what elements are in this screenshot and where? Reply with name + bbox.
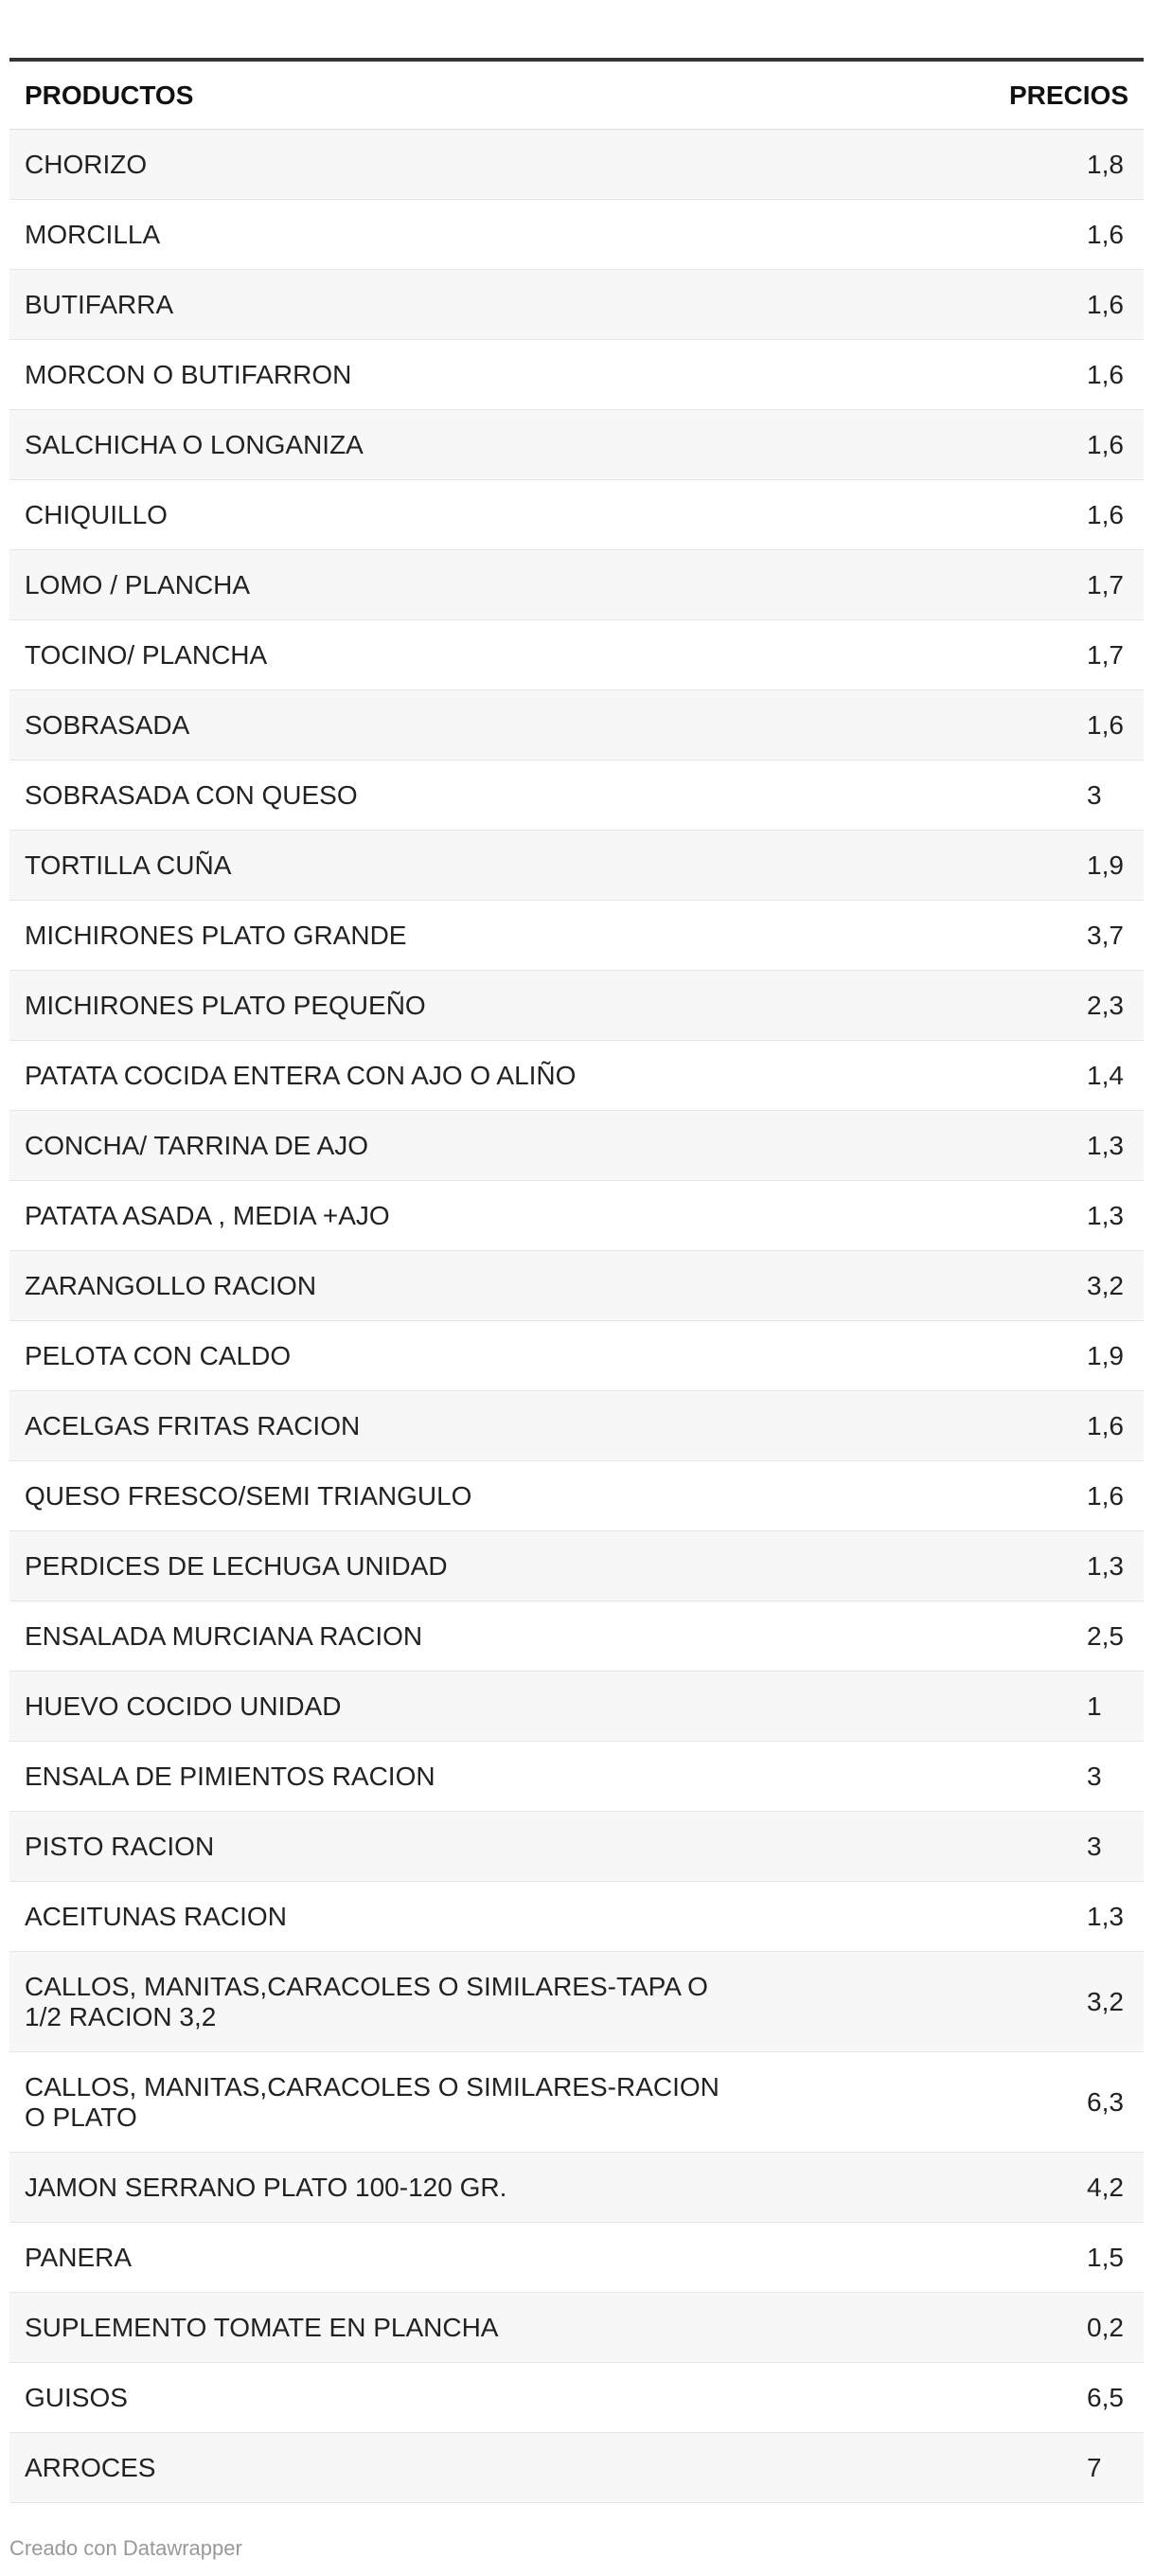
- table-row: [9, 2052, 1144, 2153]
- product-price: 1,9: [1087, 850, 1124, 880]
- table-row: [9, 480, 1144, 550]
- product-name: ZARANGOLLO RACION: [25, 1270, 317, 1300]
- product-price: 1,6: [1087, 499, 1124, 529]
- table-row: [9, 410, 1144, 480]
- table-row: [9, 1251, 1144, 1321]
- product-price: 1,9: [1087, 1340, 1124, 1370]
- table-row: [9, 1111, 1144, 1181]
- table-row: [9, 1181, 1144, 1251]
- product-name: PATATA ASADA , MEDIA +AJO: [25, 1200, 390, 1230]
- header-products[interactable]: PRODUCTOS: [25, 80, 194, 110]
- product-price: 1,8: [1087, 149, 1124, 179]
- product-price: 1,6: [1087, 429, 1124, 459]
- table-row: [9, 1812, 1144, 1882]
- footer-credit: Creado con Datawrapper: [9, 2536, 242, 2560]
- product-name: ENSALA DE PIMIENTOS RACION: [25, 1761, 435, 1791]
- table-row: [9, 2223, 1144, 2293]
- product-price: 3,2: [1087, 1986, 1124, 2016]
- product-name: MICHIRONES PLATO GRANDE: [25, 920, 407, 950]
- table-row: [9, 1041, 1144, 1111]
- product-name: CALLOS, MANITAS,CARACOLES O SIMILARES-TAPA O 1/2 RACION 3,2: [25, 1971, 708, 2031]
- product-price: 1,6: [1087, 219, 1124, 249]
- product-name: CHORIZO: [25, 149, 148, 179]
- product-name: ENSALADA MURCIANA RACION: [25, 1620, 423, 1651]
- product-price: 0,2: [1087, 2312, 1124, 2342]
- table-row: [9, 2363, 1144, 2433]
- product-name: ARROCES: [25, 2452, 156, 2482]
- product-price: 1,3: [1087, 1200, 1124, 1230]
- product-price: 1,3: [1087, 1550, 1124, 1581]
- header-prices[interactable]: PRECIOS: [1008, 80, 1128, 110]
- product-name: ACEITUNAS RACION: [25, 1901, 287, 1931]
- product-name: LOMO / PLANCHA: [25, 569, 251, 599]
- product-price: 6,5: [1087, 2382, 1124, 2412]
- product-name: JAMON SERRANO PLATO 100-120 GR.: [25, 2172, 507, 2202]
- table-row: [9, 2293, 1144, 2363]
- table-row: [9, 1672, 1144, 1742]
- product-name: TORTILLA CUÑA: [25, 850, 232, 880]
- product-name: SOBRASADA: [25, 709, 190, 740]
- product-name: HUEVO COCIDO UNIDAD: [25, 1690, 342, 1721]
- product-price: 2,5: [1087, 1620, 1124, 1651]
- table-row: [9, 270, 1144, 340]
- table-row: [9, 971, 1144, 1041]
- table-row: [9, 1461, 1144, 1531]
- product-price: 1,6: [1087, 1480, 1124, 1511]
- product-name: BUTIFARRA: [25, 289, 174, 319]
- product-name: PANERA: [25, 2242, 133, 2272]
- table-row: [9, 130, 1144, 200]
- product-price: 7: [1087, 2452, 1102, 2482]
- product-name: MICHIRONES PLATO PEQUEÑO: [25, 990, 426, 1020]
- product-price: 4,2: [1087, 2172, 1124, 2202]
- product-price: 2,3: [1087, 990, 1124, 1020]
- product-price: 1,7: [1087, 569, 1124, 599]
- table-row: [9, 2433, 1144, 2503]
- table-row: [9, 2153, 1144, 2223]
- product-price: 3: [1087, 1761, 1102, 1791]
- table-row: [9, 1391, 1144, 1461]
- product-price: 3,7: [1087, 920, 1124, 950]
- product-price: 3: [1087, 779, 1102, 810]
- table-row: [9, 760, 1144, 831]
- table-row: [9, 901, 1144, 971]
- table-row: [9, 1321, 1144, 1391]
- product-name: PELOTA CON CALDO: [25, 1340, 292, 1370]
- product-name: SOBRASADA CON QUESO: [25, 779, 358, 810]
- product-name: ACELGAS FRITAS RACION: [25, 1410, 361, 1440]
- table-row: [9, 550, 1144, 620]
- product-name: SALCHICHA O LONGANIZA: [25, 429, 364, 459]
- table-row: [9, 831, 1144, 901]
- product-price: 3,2: [1087, 1270, 1124, 1300]
- product-price: 1,4: [1087, 1060, 1124, 1090]
- product-price: 1: [1087, 1690, 1102, 1721]
- product-price: 1,6: [1087, 359, 1124, 389]
- product-name: CONCHA/ TARRINA DE AJO: [25, 1130, 369, 1160]
- product-price: 1,6: [1087, 289, 1124, 319]
- price-table: [9, 58, 1144, 2503]
- product-name: PISTO RACION: [25, 1831, 215, 1861]
- product-name: TOCINO/ PLANCHA: [25, 639, 268, 670]
- product-price: 1,5: [1087, 2242, 1124, 2272]
- product-name: SUPLEMENTO TOMATE EN PLANCHA: [25, 2312, 499, 2342]
- product-price: 6,3: [1087, 2086, 1124, 2117]
- product-name: GUISOS: [25, 2382, 128, 2412]
- product-name: MORCON O BUTIFARRON: [25, 359, 352, 389]
- product-name: MORCILLA: [25, 219, 161, 249]
- table-row: [9, 1742, 1144, 1812]
- table-row: [9, 1601, 1144, 1672]
- product-name: CALLOS, MANITAS,CARACOLES O SIMILARES-RACION O PLATO: [25, 2071, 720, 2132]
- product-price: 3: [1087, 1831, 1102, 1861]
- table-row: [9, 340, 1144, 410]
- product-price: 1,6: [1087, 709, 1124, 740]
- product-price: 1,3: [1087, 1130, 1124, 1160]
- product-name: PATATA COCIDA ENTERA CON AJO O ALIÑO: [25, 1060, 577, 1090]
- product-name: PERDICES DE LECHUGA UNIDAD: [25, 1550, 448, 1581]
- table-row: [9, 1952, 1144, 2052]
- table-body: [9, 130, 1144, 2503]
- product-name: QUESO FRESCO/SEMI TRIANGULO: [25, 1480, 472, 1511]
- table-row: [9, 1882, 1144, 1952]
- table-row: [9, 620, 1144, 690]
- product-price: 1,3: [1087, 1901, 1124, 1931]
- product-price: 1,6: [1087, 1410, 1124, 1440]
- product-name: CHIQUILLO: [25, 499, 168, 529]
- product-price: 1,7: [1087, 639, 1124, 670]
- table-header: [9, 62, 1144, 130]
- table-row: [9, 1531, 1144, 1601]
- table-row: [9, 690, 1144, 760]
- table-row: [9, 200, 1144, 270]
